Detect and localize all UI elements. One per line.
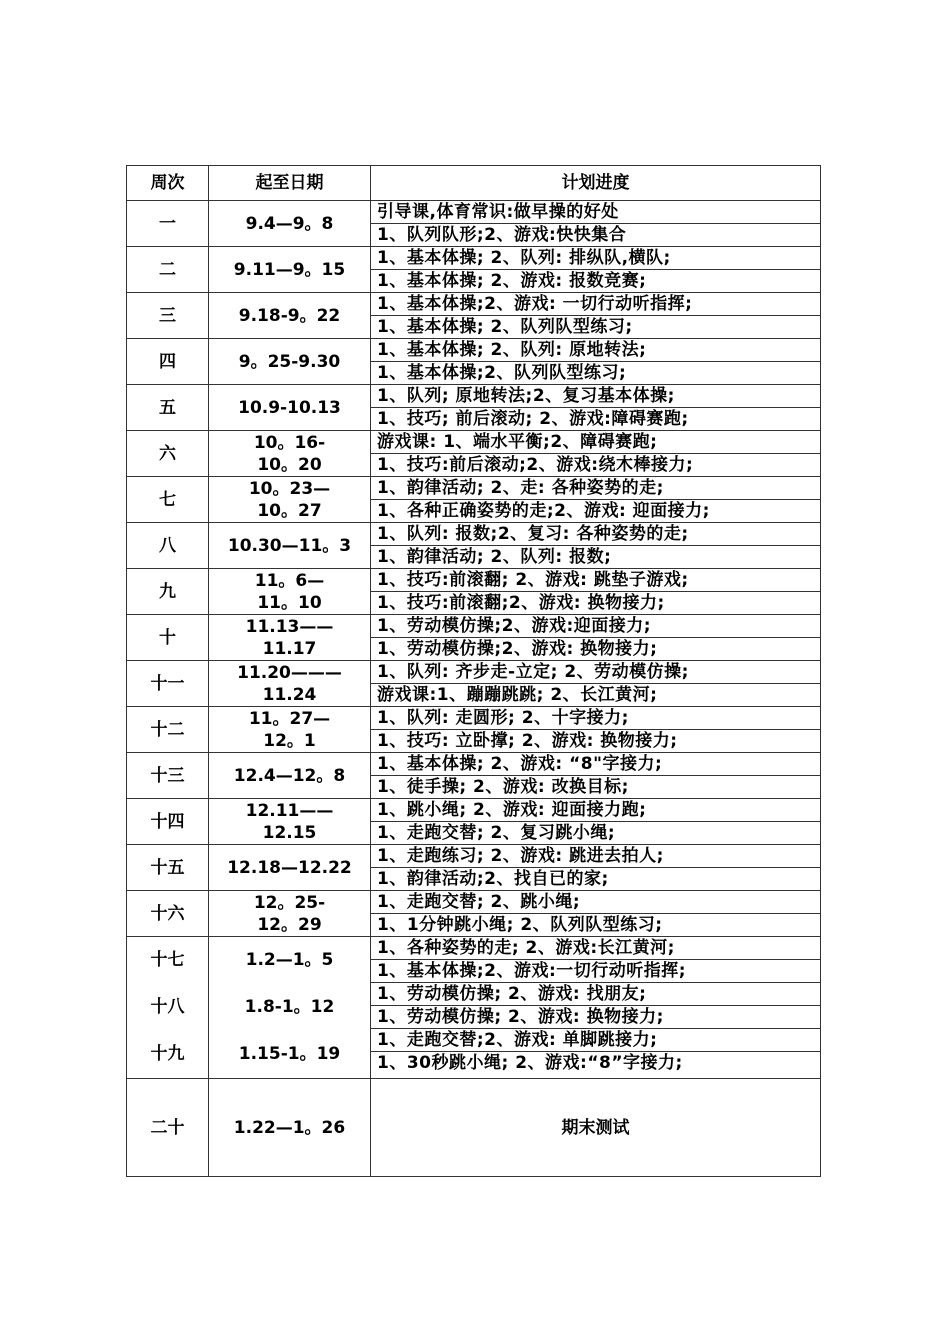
plan-line: 1、徒手操; 2、游戏: 改换目标; (371, 775, 820, 798)
plan-cell (371, 615, 821, 661)
final-exam-cell: 期末测试 (371, 1079, 821, 1177)
table-row (127, 201, 821, 247)
plan-cell (371, 891, 821, 937)
date-cell (209, 661, 371, 707)
date-text: 12.18—12.22 (227, 857, 352, 878)
plan-line: 1、各种姿势的走; 2、游戏:长江黄河; (377, 938, 675, 958)
table-row (127, 799, 821, 845)
plan-cell (371, 477, 821, 523)
date-text: 9.4—9。8 (245, 213, 334, 234)
plan-line: 1、基本体操; 2、游戏: “8"字接力; (377, 754, 663, 774)
plan-cell (371, 293, 821, 339)
date-cell (209, 293, 371, 339)
week-cell: 二十 (127, 1079, 209, 1177)
date-text: 11.20——— 11.24 (237, 662, 342, 705)
plan-line: 1、队列; 原地转法;2、复习基本体操; (377, 386, 675, 406)
plan-line: 1、劳动模仿操; 2、游戏: 找朋友; (371, 982, 820, 1005)
date-cell (209, 431, 371, 477)
date-text: 11。6— 11。10 (254, 570, 325, 613)
date-text: 11.13—— 11.17 (245, 616, 334, 659)
plan-cell (371, 385, 821, 431)
plan-line: 1、走跑交替; 2、复习跳小绳; (371, 821, 820, 844)
table-row (127, 845, 821, 891)
week-cell: 七 (127, 477, 209, 523)
plan-line: 1、技巧:前滚翻;2、游戏: 换物接力; (371, 591, 820, 614)
date-cell: 1.22—1。26 (209, 1079, 371, 1177)
date-cell (209, 615, 371, 661)
header-dates: 起至日期 (209, 166, 371, 201)
plan-line: 1、技巧:前滚翻; 2、游戏: 跳垫子游戏; (377, 570, 689, 590)
final-row (127, 1079, 821, 1177)
week-cell: 八 (127, 523, 209, 569)
table-row (127, 247, 821, 293)
plan-line: 引导课,体育常识:做早操的好处 (377, 202, 619, 222)
header-week: 周次 (127, 166, 209, 201)
table-row (127, 661, 821, 707)
plan-line: 1、基本体操; 2、游戏: 报数竞赛; (371, 269, 820, 292)
table-row (127, 477, 821, 523)
week-cell: 九 (127, 569, 209, 615)
plan-cell (371, 661, 821, 707)
date-cell (209, 523, 371, 569)
plan-cell (371, 569, 821, 615)
plan-line: 1、30秒跳小绳; 2、游戏:“8”字接力; (371, 1051, 820, 1074)
date-cell (209, 569, 371, 615)
date-cell (209, 845, 371, 891)
plan-line: 1、走跑交替; 2、跳小绳; (377, 892, 581, 912)
week-cell: 十三 (127, 753, 209, 799)
plan-cell (371, 201, 821, 247)
table-row (127, 707, 821, 753)
plan-line: 1、基本体操; 2、队列: 原地转法; (377, 340, 647, 360)
date-text: 10.30—11。3 (227, 535, 352, 556)
week-label: 十七 (150, 950, 185, 970)
header-row (127, 166, 821, 201)
week-cell: 十六 (127, 891, 209, 937)
week-cell: 十五 (127, 845, 209, 891)
plan-cell (371, 799, 821, 845)
date-cell (209, 477, 371, 523)
date-text: 11。27— 12。1 (248, 708, 331, 751)
plan-line: 1、基本体操;2、队列队型练习; (371, 361, 820, 384)
table-row (127, 293, 821, 339)
plan-line: 1、韵律活动; 2、走: 各种姿势的走; (377, 478, 664, 498)
date-text: 12。25- 12。29 (253, 892, 326, 935)
plan-cell (371, 753, 821, 799)
date-text: 10.9-10.13 (238, 397, 341, 418)
week-cell: 十二 (127, 707, 209, 753)
plan-line: 1、劳动模仿操; 2、游戏: 换物接力; (371, 1005, 820, 1028)
plan-line: 1、技巧; 前后滚动; 2、游戏:障碍赛跑; (371, 407, 820, 430)
date-cell (209, 799, 371, 845)
table-row (127, 569, 821, 615)
header-plan: 计划进度 (371, 166, 821, 201)
plan-cell (371, 247, 821, 293)
plan-line: 1、劳动模仿操;2、游戏:迎面接力; (377, 616, 652, 636)
week-cell: 五 (127, 385, 209, 431)
teaching-plan-table (126, 165, 821, 1177)
plan-line: 1、韵律活动; 2、队列: 报数; (371, 545, 820, 568)
date-text: 9.18-9。22 (238, 305, 341, 326)
plan-line: 1、走跑交替;2、游戏: 单脚跳接力; (371, 1028, 820, 1051)
plan-line: 游戏课:1、蹦蹦跳跳; 2、长江黄河; (371, 683, 820, 706)
date-text: 10。23— 10。27 (248, 478, 331, 521)
week-label: 十八 (150, 997, 185, 1017)
week-cell: 十一 (127, 661, 209, 707)
table-row (127, 615, 821, 661)
plan-line: 1、韵律活动;2、找自已的家; (371, 867, 820, 890)
plan-line: 1、劳动模仿操;2、游戏: 换物接力; (371, 637, 820, 660)
date-text: 9。25-9.30 (238, 351, 341, 372)
date-cell (209, 385, 371, 431)
date-text: 9.11—9。15 (233, 259, 346, 280)
week-cell: 六 (127, 431, 209, 477)
plan-line: 1、技巧: 立卧撑; 2、游戏: 换物接力; (371, 729, 820, 752)
plan-line: 1、技巧:前后滚动;2、游戏:绕木棒接力; (371, 453, 820, 476)
date-label: 1.15-1。19 (238, 1044, 341, 1064)
date-cell (209, 247, 371, 293)
week-cell: 十 (127, 615, 209, 661)
plan-line: 1、基本体操;2、游戏: 一切行动听指挥; (377, 294, 693, 314)
merged-row (127, 937, 821, 1079)
plan-line: 1、队列队形;2、游戏:快快集合 (371, 223, 820, 246)
plan-line: 1、队列: 走圆形; 2、十字接力; (377, 708, 629, 728)
plan-cell (371, 707, 821, 753)
week-label: 十九 (150, 1044, 185, 1064)
date-cell (209, 201, 371, 247)
plan-cell (371, 845, 821, 891)
plan-line: 1、基本体操;2、游戏:一切行动听指挥; (371, 959, 820, 982)
week-cell: 三 (127, 293, 209, 339)
plan-line: 1、1分钟跳小绳; 2、队列队型练习; (371, 913, 820, 936)
date-label: 1.2—1。5 (245, 950, 334, 970)
plan-line: 1、队列: 齐步走-立定; 2、劳动模仿操; (377, 662, 689, 682)
week-cell: 四 (127, 339, 209, 385)
plan-cell (371, 339, 821, 385)
merged-plan-cell (371, 937, 821, 1079)
plan-line: 1、基本体操; 2、队列队型练习; (371, 315, 820, 338)
plan-line: 1、队列: 报数;2、复习: 各种姿势的走; (377, 524, 689, 544)
date-text: 12.4—12。8 (233, 765, 346, 786)
plan-line: 1、跳小绳; 2、游戏: 迎面接力跑; (377, 800, 647, 820)
plan-cell (371, 431, 821, 477)
table-row (127, 431, 821, 477)
table-row (127, 385, 821, 431)
date-cell (209, 891, 371, 937)
date-cell (209, 707, 371, 753)
week-cell: 一 (127, 201, 209, 247)
table-row (127, 339, 821, 385)
week-cell: 二 (127, 247, 209, 293)
plan-line: 1、各种正确姿势的走;2、游戏: 迎面接力; (371, 499, 820, 522)
plan-line: 1、走跑练习; 2、游戏: 跳进去拍人; (377, 846, 664, 866)
plan-line: 游戏课: 1、端水平衡;2、障碍赛跑; (377, 432, 658, 452)
date-cell (209, 339, 371, 385)
table-row (127, 523, 821, 569)
plan-cell (371, 523, 821, 569)
date-cell (209, 753, 371, 799)
plan-line: 1、基本体操; 2、队列: 排纵队,横队; (377, 248, 671, 268)
merged-date-cell (209, 937, 371, 1079)
table-row (127, 891, 821, 937)
date-text: 12.11—— 12.15 (245, 800, 334, 843)
date-text: 10。16- 10。20 (253, 432, 326, 475)
date-label: 1.8-1。12 (244, 997, 335, 1017)
table-row (127, 753, 821, 799)
merged-week-cell (127, 937, 209, 1079)
week-cell: 十四 (127, 799, 209, 845)
